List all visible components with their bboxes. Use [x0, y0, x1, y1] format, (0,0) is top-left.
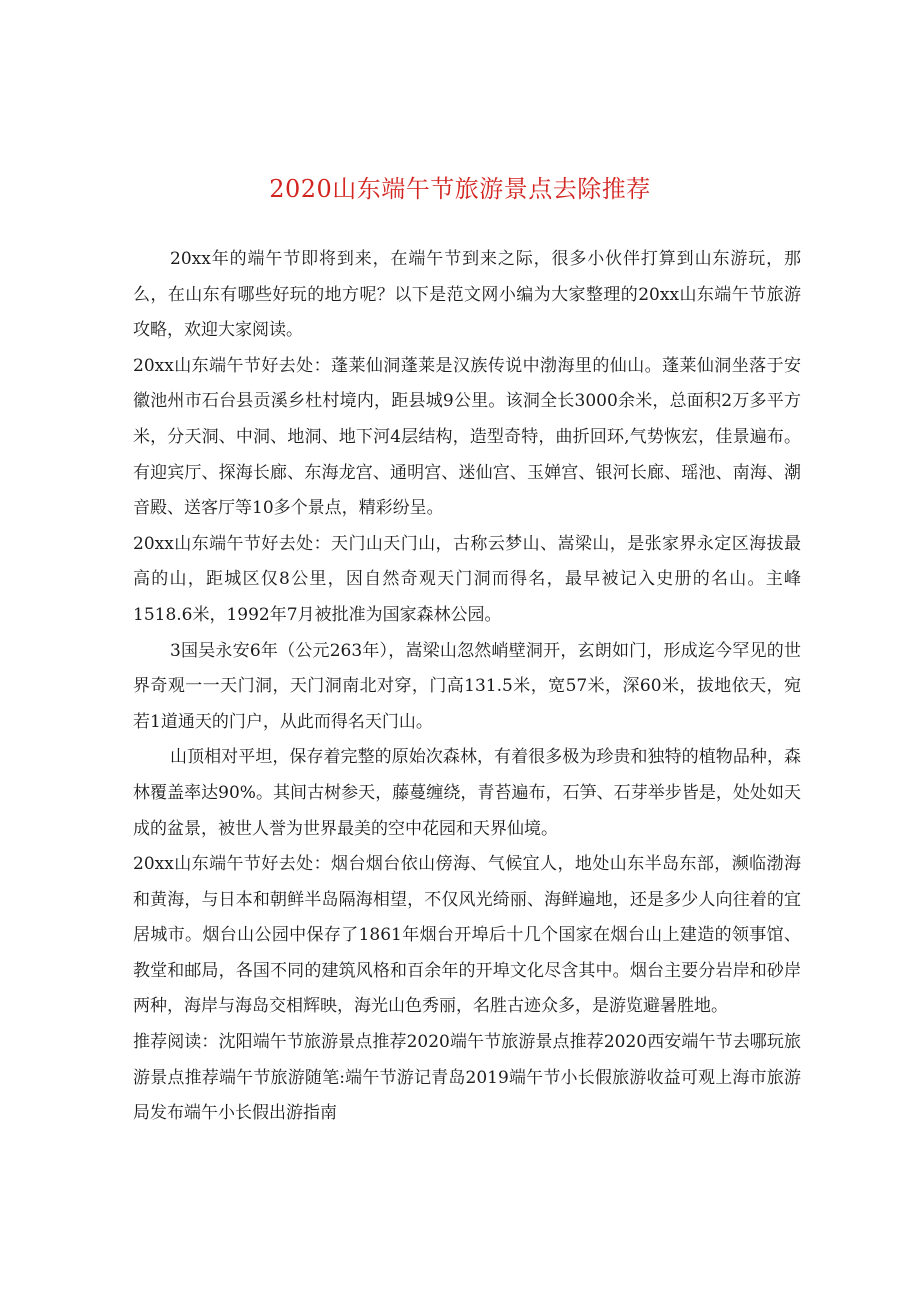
paragraph-forest: 山顶相对平坦，保存着完整的原始次森林，有着很多极为珍贵和独特的植物品种，森林覆盖率达90%。其间古树参天，藤蔓缠绕，青苔遍布，石笋、石芽举步皆是，处处如天成的盆景，被世人誉为世界最美的空中花园和天界仙境。 [133, 747, 801, 839]
paragraph-penglai: 20xx山东端午节好去处：蓬莱仙洞蓬莱是汉族传说中渤海里的仙山。蓬莱仙洞坐落于安徽池州市石台县贡溪乡杜村境内，距县城9公里。该洞全长3000余米，总面积2万多平方米，分天洞、中洞、地洞、地下河4层结构，造型奇特，曲折回环,气势恢宏，佳景遍布。有迎宾厅、探海长廊、东海龙宫、通明宫、迷仙宫、玉婵宫、银河长廊、瑶池、南海、潮音殿、送客厅等10多个景点，精彩纷呈。 [133, 355, 801, 519]
paragraph-tianmenshan: 20xx山东端午节好去处：天门山天门山，古称云梦山、嵩梁山，是张家界永定区海拔最高的山，距城区仅8公里，因自然奇观天门洞而得名，最早被记入史册的名山。主峰1518.6米，1992年7月被批准为国家森林公园。 [133, 533, 801, 625]
paragraph-yantai: 20xx山东端午节好去处：烟台烟台依山傍海、气候宜人，地处山东半岛东部，濒临渤海和黄海，与日本和朝鲜半岛隔海相望，不仅风光绮丽、海鲜遍地，还是多少人向往着的宜居城市。烟台山公园中保存了1861年烟台开埠后十几个国家在烟台山上建造的领事馆、教堂和邮局，各国不同的建筑风格和百余年的开埠文化尽含其中。烟台主要分岩岸和砂岸两种，海岸与海岛交相辉映，海光山色秀丽，名胜古迹众多，是游览避暑胜地。 [133, 854, 801, 1017]
document-title: 2020山东端午节旅游景点去除推荐 [269, 175, 651, 203]
paragraph-intro: 20xx年的端午节即将到来，在端午节到来之际，很多小伙伴打算到山东游玩，那么，在山东有哪些好玩的地方呢？以下是范文网小编为大家整理的20xx山东端午节旅游攻略，欢迎大家阅读。 [133, 249, 801, 341]
document-body [133, 242, 801, 1132]
paragraph-recommended-reading: 推荐阅读：沈阳端午节旅游景点推荐2020端午节旅游景点推荐2020西安端午节去哪玩旅游景点推荐端午节旅游随笔:端午节游记青岛2019端午节小长假旅游收益可观上海市旅游局发布端午小长假出游指南 [133, 1032, 801, 1124]
paragraph-tianmendong: 3国吴永安6年（公元263年），嵩梁山忽然峭壁洞开，玄朗如门，形成迄今罕见的世界奇观一一天门洞，天门洞南北对穿，门高131.5米，宽57米，深60米，拔地依天，宛若1道通天的门户，从此而得名天门山。 [133, 640, 801, 732]
